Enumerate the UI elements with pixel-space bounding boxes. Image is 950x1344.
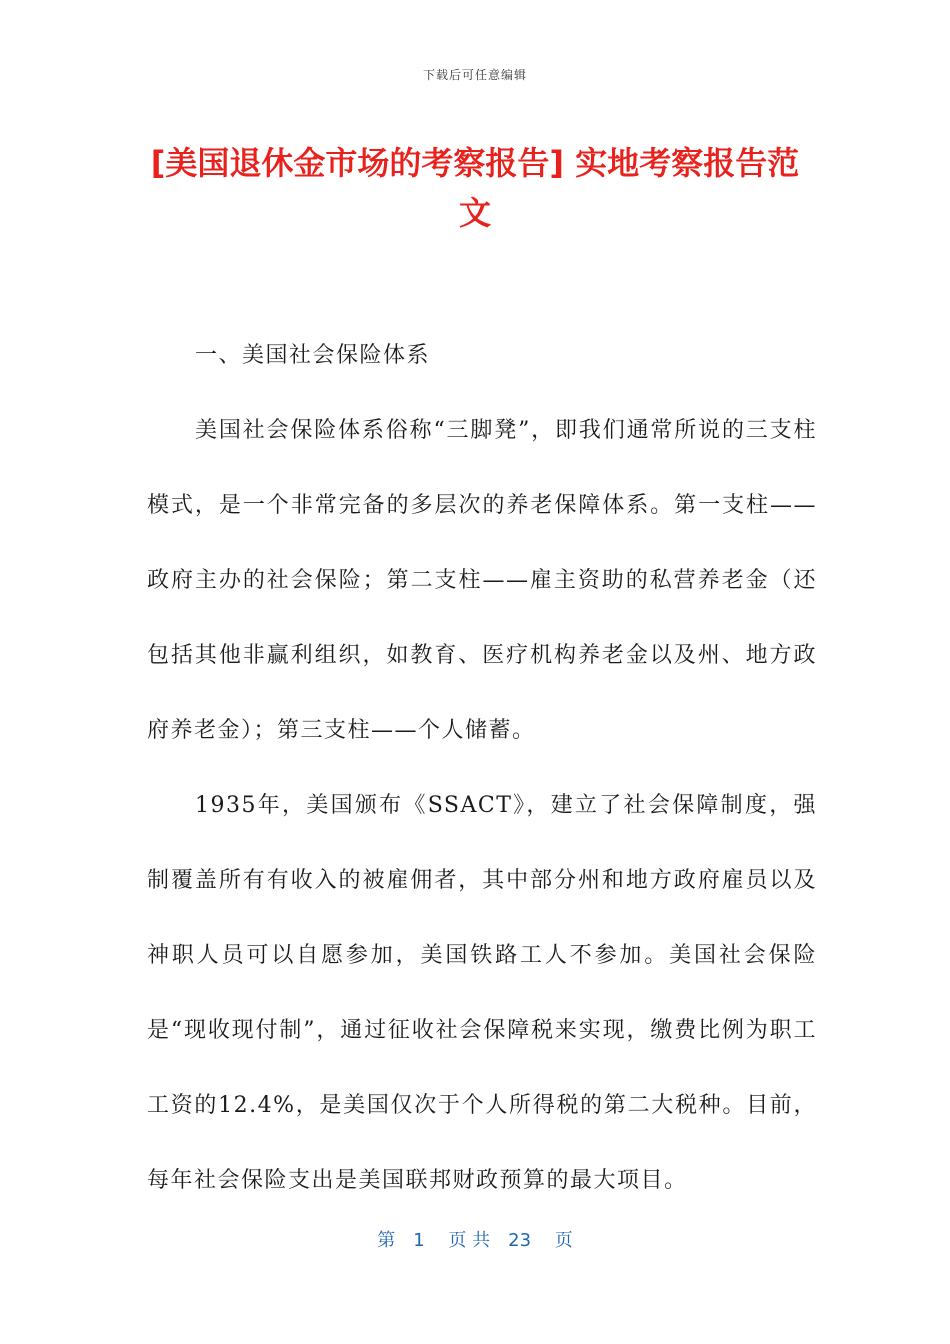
section-heading: 一、美国社会保险体系: [195, 343, 431, 368]
document-body: [147, 318, 817, 1218]
document-title: [美国退休金市场的考察报告] 实地考察报告范文: [150, 144, 800, 232]
paragraph-three-pillars: 美国社会保险体系俗称“三脚凳”，即我们通常所说的三支柱模式，是一个非常完备的多层次的养老保障体系。第一支柱——政府主办的社会保险；第二支柱——雇主资助的私营养老金（还包括其他非赢利组织，如教育、医疗机构养老金以及州、地方政府养老金）；第三支柱——个人储蓄。: [147, 418, 817, 743]
page-number-footer: 第 1 页 共 23 页: [377, 1230, 573, 1251]
paragraph-ssact-1935: 1935年，美国颁布《SSACT》，建立了社会保障制度，强制覆盖所有有收入的被雇佣者，其中部分州和地方政府雇员以及神职人员可以自愿参加，美国铁路工人不参加。美国社会保险是“现收现付制”，通过征收社会保障税来实现，缴费比例为职工工资的12.4%，是美国仅次于个人所得税的第二大税种。目前，每年社会保险支出是美国联邦财政预算的最大项目。: [147, 793, 817, 1193]
header-note: 下载后可任意编辑: [422, 68, 527, 82]
